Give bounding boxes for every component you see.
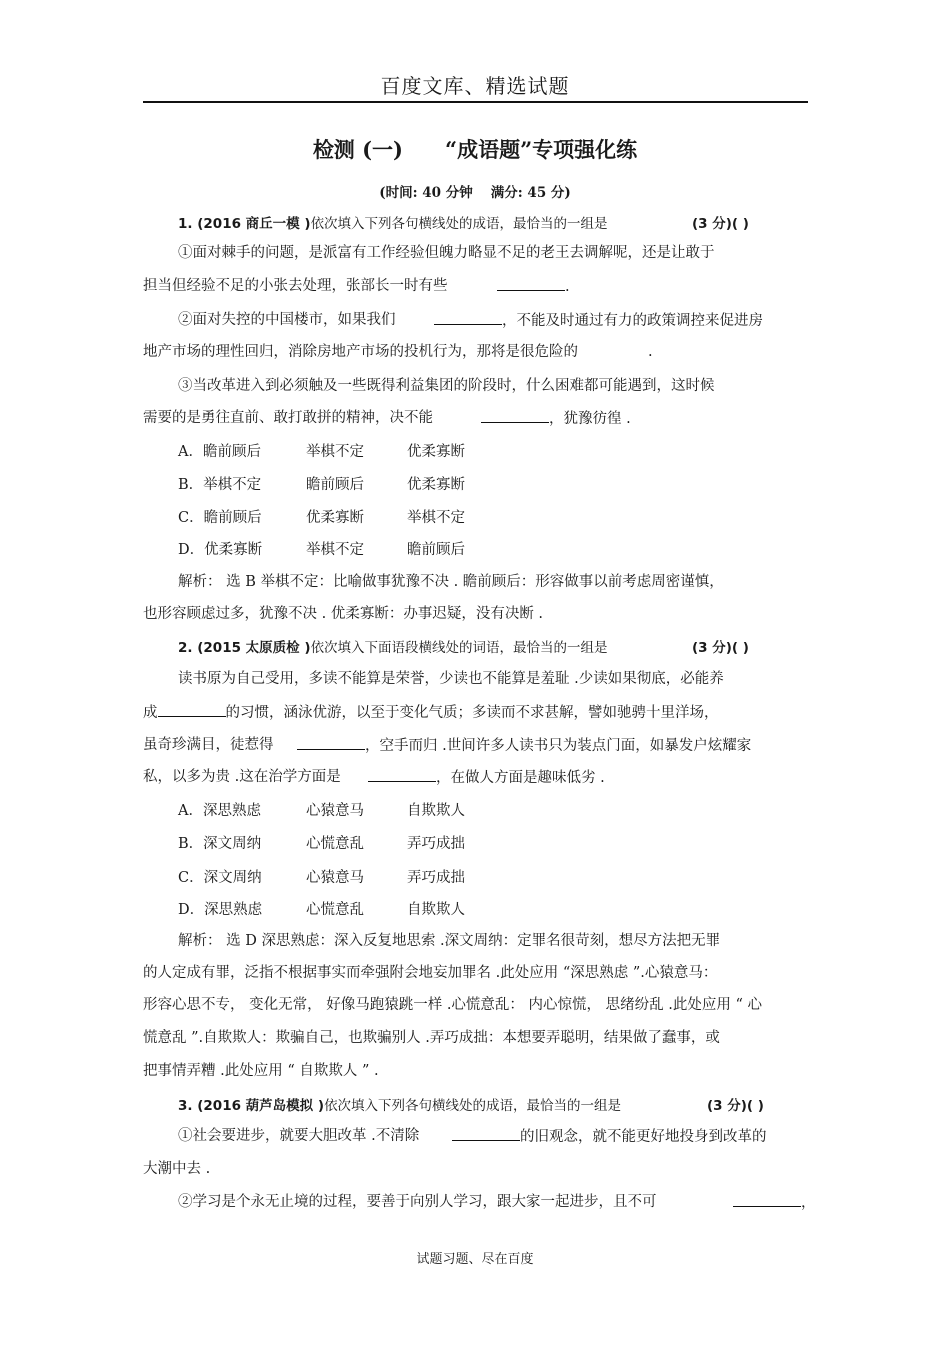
q1-sentence-1b-text: 担当但经验不足的小张去处理，张部长一时有些 xyxy=(143,278,448,294)
q2-option-c-2: 心猿意马 xyxy=(306,870,364,886)
q1-option-a-2: 举棋不定 xyxy=(306,444,364,460)
q1-option-c-3: 举棋不定 xyxy=(407,510,465,526)
q2-paragraph-4-post: ，在做人方面是趣味低劣 . xyxy=(436,770,605,786)
q2-paragraph-2-pre: 成 xyxy=(143,705,158,721)
q2-paragraph-2 xyxy=(143,702,719,723)
q3-sentence-1a-post: 的旧观念，就不能更好地投身到改革的 xyxy=(520,1129,767,1145)
title-right: “成语题”专项强化练 xyxy=(445,137,638,162)
q3-stem xyxy=(178,1096,621,1116)
q1-period-2: . xyxy=(648,344,653,360)
header-rule xyxy=(143,101,808,103)
q3-sentence-2a: ②学习是个永无止境的过程，要善于向别人学习，跟大家一起进步，且不可 xyxy=(178,1194,657,1210)
q1-analysis-b: 也形容顾虑过多，犹豫不决 . 优柔寡断：办事迟疑，没有决断 . xyxy=(143,606,544,622)
q3-blank-2 xyxy=(733,1192,816,1213)
page-footer: 试题习题、尽在百度 xyxy=(416,1252,534,1267)
q1-sentence-1a: ①面对棘手的问题，是派富有工作经验但魄力略显不足的老王去调解呢，还是让敢于 xyxy=(178,245,715,261)
q2-paragraph-1: 读书原为自己受用，多读不能算是荣誉，少读也不能算是羞耻 .少读如果彻底，必能养 xyxy=(178,671,724,687)
q1-option-b-3: 优柔寡断 xyxy=(407,477,465,493)
q1-period-1: . xyxy=(565,279,570,295)
page-title xyxy=(0,134,950,164)
q3-text: 依次填入下列各句横线处的成语，最恰当的一组是 xyxy=(324,1098,622,1114)
page-header: 百度文库、精选试题 xyxy=(380,74,570,98)
q1-option-d-3: 瞻前顾后 xyxy=(407,542,465,558)
q1-source: (2016 商丘一模 ) xyxy=(197,216,311,232)
q1-sentence-2a-pre: ②面对失控的中国楼市，如果我们 xyxy=(178,312,396,328)
q1-sentence-1b xyxy=(143,276,448,296)
q2-stem xyxy=(178,638,608,658)
q1-sentence-3b: 需要的是勇往直前、敢打敢拼的精神，决不能 xyxy=(143,410,433,426)
q2-option-d-3: 自欺欺人 xyxy=(407,902,465,918)
q2-analysis-b: 的人定成有罪，泛指不根据事实而牵强附会地妄加罪名 .此处应用 “深思熟虑 ”.心猿意马： xyxy=(143,965,718,981)
q1-option-d-2: 举棋不定 xyxy=(306,542,364,558)
q3-blank-1 xyxy=(452,1126,767,1147)
q2-blank-3 xyxy=(368,767,605,788)
q3-comma: ， xyxy=(801,1195,816,1211)
q1-text: 依次填入下列各句横线处的成语，最恰当的一组是 xyxy=(310,216,608,232)
q2-analysis-d: 慌意乱 ”.自欺欺人：欺骗自己，也欺骗别人 .弄巧成拙：本想要弄聪明，结果做了蠢事，或 xyxy=(143,1030,720,1046)
q2-blank-2 xyxy=(297,735,751,756)
q3-source: (2016 葫芦岛模拟 ) xyxy=(197,1098,325,1114)
q1-sentence-2a xyxy=(178,310,396,330)
q2-source: (2015 太原质检 ) xyxy=(197,640,311,656)
q1-option-b-1: B．举棋不定 xyxy=(178,477,262,493)
q2-option-b-3: 弄巧成拙 xyxy=(407,836,465,852)
q2-paragraph-2-post: 的习惯，涵泳优游，以至于变化气质；多读而不求甚解，譬如驰骋十里洋场， xyxy=(225,705,719,721)
q2-option-d-1: D．深思熟虑 xyxy=(178,902,263,918)
q2-option-c-1: C．深文周纳 xyxy=(178,870,262,886)
q1-option-a-3: 优柔寡断 xyxy=(407,444,465,460)
q2-option-c-3: 弄巧成拙 xyxy=(407,870,465,886)
q3-number: 3. xyxy=(178,1098,193,1114)
exam-time: (时间: 40 分钟 xyxy=(379,185,473,201)
q2-paragraph-4: 私，以多为贵 .这在治学方面是 xyxy=(143,769,341,785)
q2-option-b-2: 心慌意乱 xyxy=(306,836,364,852)
q1-option-a-1: A．瞻前顾后 xyxy=(178,444,261,460)
q2-paragraph-3-pre: 虽奇珍满目，徒惹得 xyxy=(143,737,274,753)
q2-number: 2. xyxy=(178,640,193,656)
q3-sentence-1a xyxy=(178,1126,419,1146)
q1-sentence-2a-post: ，不能及时通过有力的政策调控来促进房 xyxy=(502,313,763,329)
q1-sentence-3b-post: ，犹豫彷徨 . xyxy=(549,411,631,427)
q1-blank-3 xyxy=(481,408,631,429)
q2-blank-1 xyxy=(158,702,226,717)
q1-option-d-1: D．优柔寡断 xyxy=(178,542,263,558)
q1-sentence-2b: 地产市场的理性回归，消除房地产市场的投机行为，那将是很危险的 xyxy=(143,344,578,360)
title-left: 检测 (一) xyxy=(312,137,403,162)
q1-analysis-a: 解析： 选 B 举棋不定：比喻做事犹豫不决 . 瞻前顾后：形容做事以前考虑周密谨慎， xyxy=(178,574,724,590)
q2-option-a-1: A．深思熟虑 xyxy=(178,803,261,819)
q3-score: (3 分)( ) xyxy=(707,1098,764,1114)
q2-paragraph-3-post: ，空手而归 .世间许多人读书只为装点门面，如暴发户炫耀家 xyxy=(365,738,752,754)
q1-sentence-3a: ③当改革进入到必须触及一些既得利益集团的阶段时，什么困难都可能遇到，这时候 xyxy=(178,378,715,394)
q2-analysis-a: 解析： 选 D 深思熟虑：深入反复地思索 .深文周纳：定罪名很苛刻，想尽方法把无罪 xyxy=(178,933,721,949)
exam-score: 满分: 45 分) xyxy=(490,185,571,201)
q1-option-c-1: C．瞻前顾后 xyxy=(178,510,262,526)
q3-sentence-1b: 大潮中去 . xyxy=(143,1161,211,1177)
q3-sentence-1a-pre: ①社会要进步，就要大胆改革 .不清除 xyxy=(178,1128,420,1144)
q2-option-a-2: 心猿意马 xyxy=(306,803,364,819)
q2-option-a-3: 自欺欺人 xyxy=(407,803,465,819)
q1-number: 1. xyxy=(178,216,193,232)
q2-analysis-c: 形容心思不专， 变化无常， 好像马跑猿跳一样 .心慌意乱： 内心惊慌， 思绪纷乱 .此处应用 “ 心 xyxy=(143,997,763,1013)
q1-blank-2 xyxy=(434,310,763,331)
q2-option-b-1: B．深文周纳 xyxy=(178,836,262,852)
exam-info xyxy=(0,181,950,201)
q2-paragraph-3 xyxy=(143,735,274,755)
q2-score: (3 分)( ) xyxy=(692,640,749,656)
q2-text: 依次填入下面语段横线处的词语，最恰当的一组是 xyxy=(310,640,608,656)
q1-option-b-2: 瞻前顾后 xyxy=(306,477,364,493)
q1-option-c-2: 优柔寡断 xyxy=(306,510,364,526)
q1-score: (3 分)( ) xyxy=(692,216,749,232)
q2-option-d-2: 心慌意乱 xyxy=(306,902,364,918)
q2-analysis-e: 把事情弄糟 .此处应用 “ 自欺欺人 ” . xyxy=(143,1063,379,1079)
q1-blank-1 xyxy=(497,276,570,297)
q1-stem xyxy=(178,214,608,234)
